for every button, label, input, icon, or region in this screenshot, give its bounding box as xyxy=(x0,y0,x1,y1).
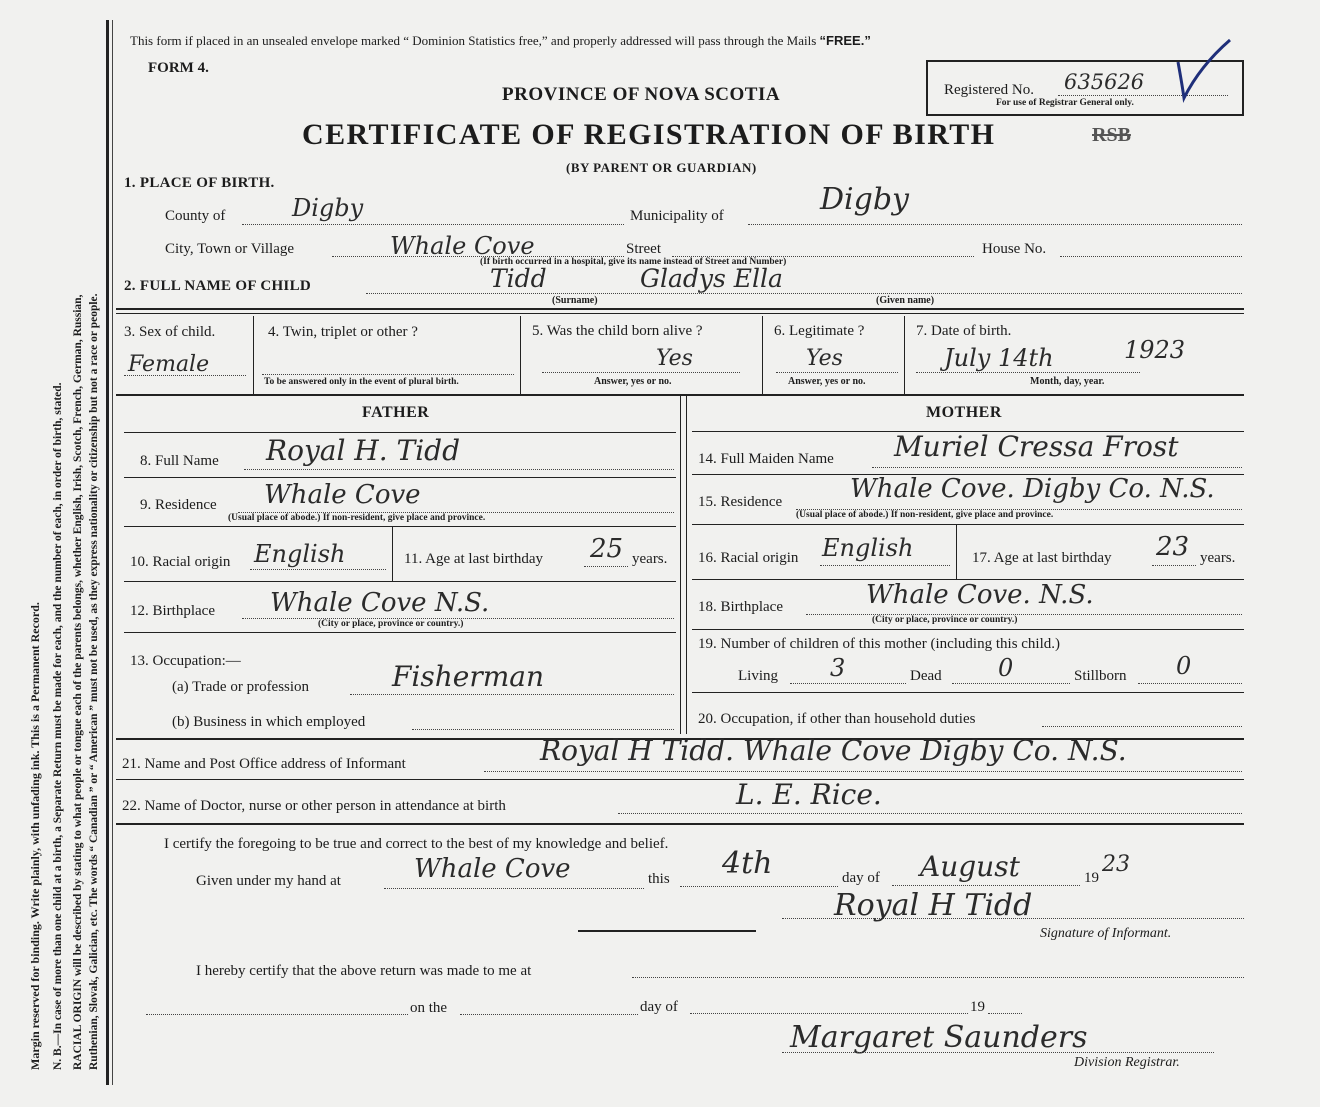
children-label: 19. Number of children of this mother (including this child.) xyxy=(698,636,1061,652)
mother-birthplace-label: 18. Birthplace xyxy=(698,599,783,615)
mother-occupation-label: 20. Occupation, if other than household duties xyxy=(698,711,976,727)
mother-residence-note: (Usual place of abode.) If non-resident, give place and province. xyxy=(796,510,1054,520)
margin-rule-inner xyxy=(112,20,113,1085)
mother-residence-label: 15. Residence xyxy=(698,494,783,510)
stillborn-label: Stillborn xyxy=(1074,668,1127,684)
dob-value: July 14th xyxy=(944,344,1054,372)
registration-number: 635626 xyxy=(1064,70,1145,94)
mother-birthplace-value: Whale Cove. N.S. xyxy=(866,580,1094,610)
certify-text: I certify the foregoing to be true and correct to the best of my knowledge and belief. xyxy=(164,836,669,852)
dead-value: 0 xyxy=(998,654,1014,682)
informant-value: Royal H Tidd. Whale Cove Digby Co. N.S. xyxy=(540,734,1127,767)
father-name-value: Royal H. Tidd xyxy=(266,434,461,467)
informant-label: 21. Name and Post Office address of Informant xyxy=(122,756,406,772)
county-label: County of xyxy=(165,208,226,224)
mother-age-label: 17. Age at last birthday xyxy=(972,550,1112,566)
father-name-label: 8. Full Name xyxy=(140,453,219,469)
margin-rule xyxy=(106,20,109,1085)
registrar-label: Division Registrar. xyxy=(1074,1055,1180,1070)
father-birthplace-note: (City or place, province or country.) xyxy=(318,619,464,629)
twin-label: 4. Twin, triplet or other ? xyxy=(268,324,418,340)
postal-notice: This form if placed in an unsealed envelope marked “ Dominion Statistics free,” and properly addressed will pass through the Mails “FREE.” xyxy=(130,33,871,48)
form-number: FORM 4. xyxy=(148,60,209,76)
given-under-label: Given under my hand at xyxy=(196,873,341,889)
mother-residence-value: Whale Cove. Digby Co. N.S. xyxy=(850,474,1215,504)
father-race-label: 10. Racial origin xyxy=(130,554,231,570)
city-label: City, Town or Village xyxy=(165,241,295,257)
child-surname: Tidd xyxy=(490,264,547,293)
this-label: this xyxy=(648,871,670,887)
mother-heading: MOTHER xyxy=(926,404,1002,421)
margin-note-4: Ruthenian, Slovak, Galician, etc. The words “ Canadian ” or “ American ” must not be used, as they express nationality or citizenship but not a race or people. xyxy=(88,293,100,1070)
year-label-2: 19 xyxy=(970,999,985,1015)
subtitle: (BY PARENT OR GUARDIAN) xyxy=(566,160,757,175)
day-value: 4th xyxy=(722,846,773,881)
father-residence-label: 9. Residence xyxy=(140,497,217,513)
day-of-label: day of xyxy=(842,870,880,886)
living-value: 3 xyxy=(830,654,846,682)
checkmark-icon xyxy=(1170,36,1240,106)
margin-note-3: RACIAL ORIGIN will be described by stating to what people or tongue each of the parents belongs, whether English, Irish, Scotch, French, German, Russian, xyxy=(72,294,84,1070)
registrar-signature: Margaret Saunders xyxy=(790,1020,1088,1055)
margin-note-1: Margin reserved for binding. Write plainly, with unfading ink. This is a Permanent Record. xyxy=(28,602,42,1070)
struck-text: RSB xyxy=(1092,124,1131,146)
day-of-label-2: day of xyxy=(640,999,678,1015)
legitimate-label: 6. Legitimate ? xyxy=(774,323,865,339)
mother-age-value: 23 xyxy=(1156,532,1190,562)
doctor-label: 22. Name of Doctor, nurse or other person in attendance at birth xyxy=(122,798,506,814)
page-title: CERTIFICATE OF REGISTRATION OF BIRTH xyxy=(302,118,996,151)
city-value: Whale Cove xyxy=(390,232,535,260)
given-place-value: Whale Cove xyxy=(414,854,571,884)
father-birthplace-label: 12. Birthplace xyxy=(130,603,215,619)
year-value: 23 xyxy=(1102,852,1130,877)
dead-label: Dead xyxy=(910,668,942,684)
informant-signature: Royal H Tidd xyxy=(834,888,1033,923)
trade-label: (a) Trade or profession xyxy=(172,679,310,695)
stillborn-value: 0 xyxy=(1176,652,1192,680)
registration-label: Registered No. xyxy=(944,82,1034,98)
mother-race-label: 16. Racial origin xyxy=(698,550,799,566)
alive-value: Yes xyxy=(656,346,693,371)
street-label: Street xyxy=(626,241,661,257)
given-name-note: (Given name) xyxy=(876,295,935,306)
signature-label: Signature of Informant. xyxy=(1040,926,1172,941)
registration-note: For use of Registrar General only. xyxy=(996,98,1134,108)
on-the-label: on the xyxy=(410,1000,448,1016)
father-age-unit: years. xyxy=(632,551,668,567)
dob-note: Month, day, year. xyxy=(1030,376,1105,387)
sex-value: Female xyxy=(128,352,210,377)
living-label: Living xyxy=(738,668,778,684)
province-heading: PROVINCE OF NOVA SCOTIA xyxy=(502,84,781,105)
father-age-value: 25 xyxy=(590,534,624,564)
father-occupation-label: 13. Occupation:— xyxy=(130,653,241,669)
child-name-label: 2. FULL NAME OF CHILD xyxy=(124,278,312,294)
father-residence-value: Whale Cove xyxy=(264,480,421,510)
business-label: (b) Business in which employed xyxy=(172,714,366,730)
dob-year: 1923 xyxy=(1124,336,1186,364)
father-birthplace-value: Whale Cove N.S. xyxy=(270,588,490,618)
street-note: (If birth occurred in a hospital, give its name instead of Street and Number) xyxy=(480,257,787,267)
mother-birthplace-note: (City or place, province or country.) xyxy=(872,615,1018,625)
place-heading: 1. PLACE OF BIRTH. xyxy=(124,175,275,191)
alive-note: Answer, yes or no. xyxy=(594,376,672,387)
mother-race-value: English xyxy=(822,534,914,562)
year-prefix: 19 xyxy=(1084,870,1099,886)
mother-name-label: 14. Full Maiden Name xyxy=(698,451,834,467)
legitimate-value: Yes xyxy=(806,346,843,371)
father-age-label: 11. Age at last birthday xyxy=(404,551,543,567)
county-value: Digby xyxy=(292,194,364,222)
mother-age-unit: years. xyxy=(1200,550,1236,566)
month-value: August xyxy=(920,850,1020,883)
registrar-certify-text: I hereby certify that the above return was made to me at xyxy=(196,963,532,979)
municipality-label: Municipality of xyxy=(630,208,724,224)
father-race-value: English xyxy=(254,540,346,568)
sex-label: 3. Sex of child. xyxy=(124,324,216,340)
alive-label: 5. Was the child born alive ? xyxy=(532,323,703,339)
surname-note: (Surname) xyxy=(552,295,598,306)
father-residence-note: (Usual place of abode.) If non-resident, give place and province. xyxy=(228,513,486,523)
house-label: House No. xyxy=(982,241,1047,257)
father-heading: FATHER xyxy=(362,404,430,421)
child-given-name: Gladys Ella xyxy=(640,264,783,293)
twin-note: To be answered only in the event of plural birth. xyxy=(264,377,459,387)
doctor-value: L. E. Rice. xyxy=(736,778,882,811)
municipality-value: Digby xyxy=(820,182,910,217)
margin-note-2: N. B.—In case of more than one child at a birth, a Separate Return must be made for each, and the number of each, in order of birth, stated. xyxy=(52,382,64,1070)
dob-label: 7. Date of birth. xyxy=(916,323,1012,339)
trade-value: Fisherman xyxy=(392,660,545,693)
legitimate-note: Answer, yes or no. xyxy=(788,376,866,387)
mother-name-value: Muriel Cressa Frost xyxy=(894,430,1179,463)
